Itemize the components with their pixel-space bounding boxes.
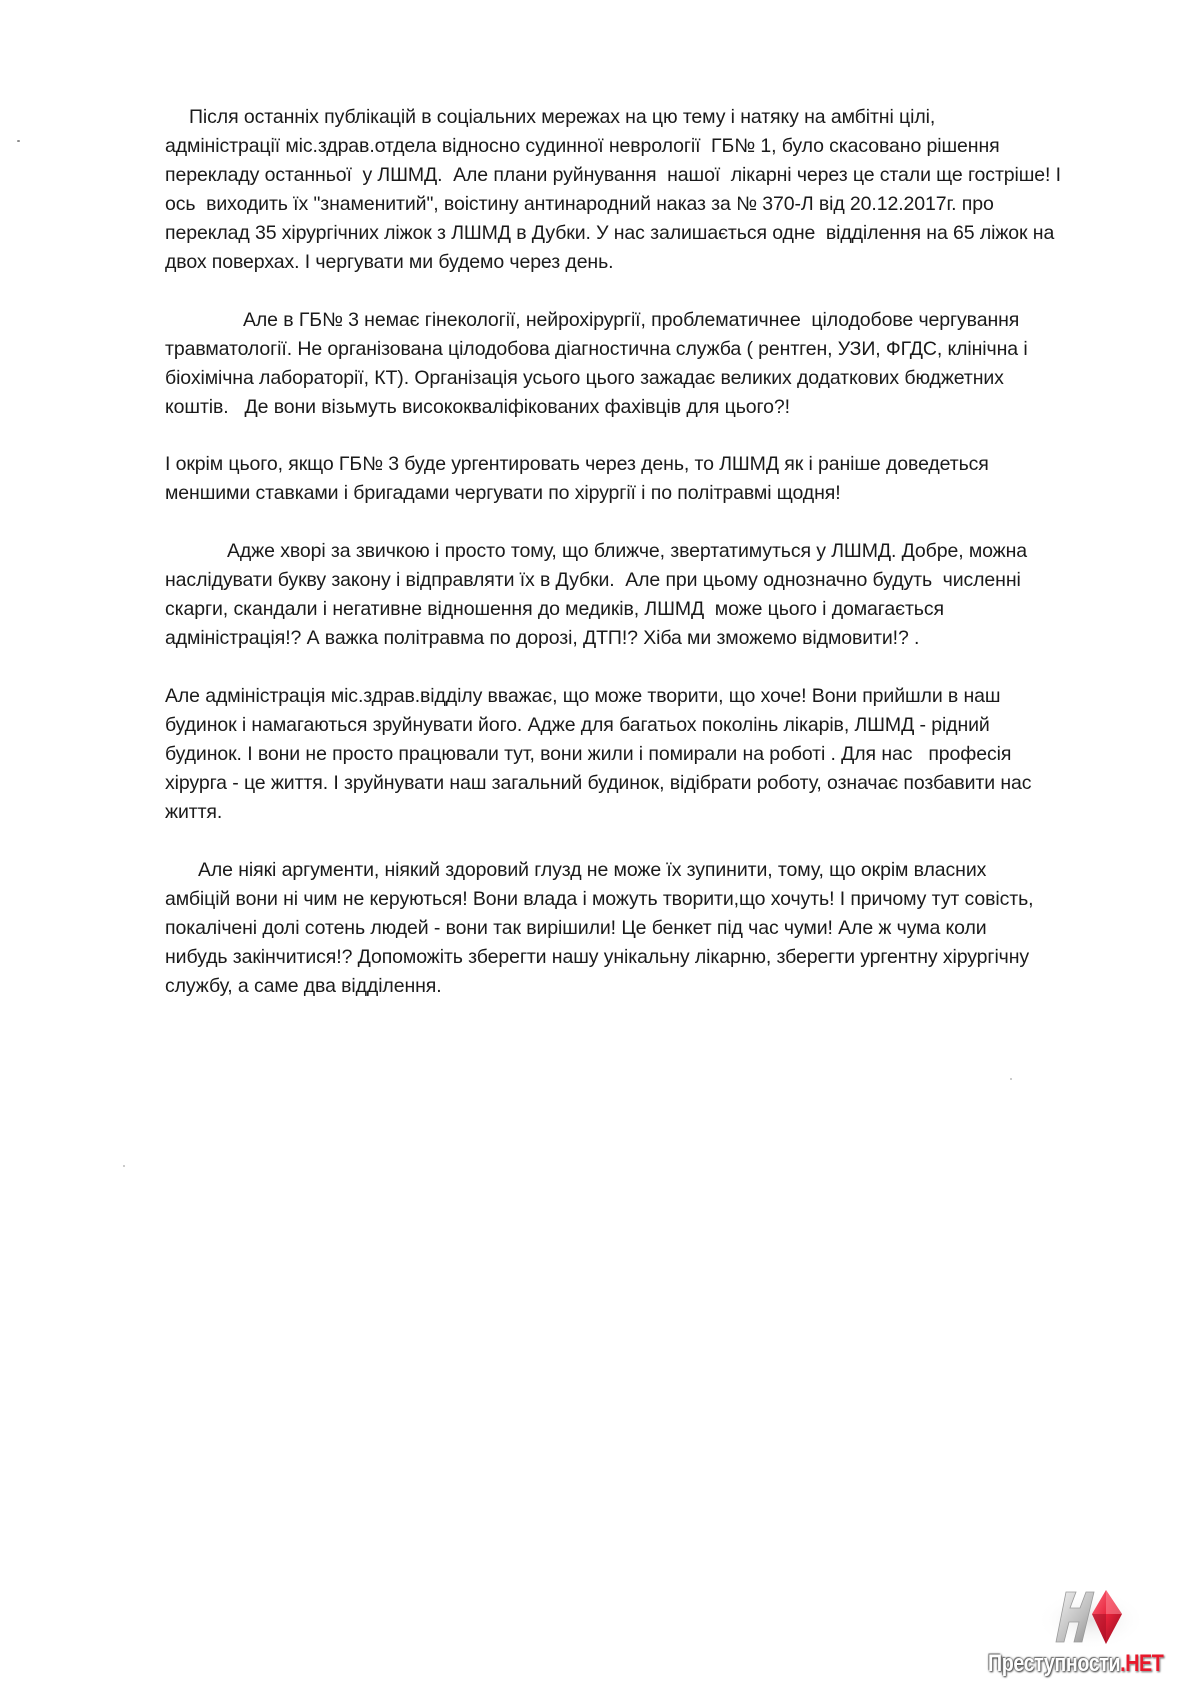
text-line: Після останніх публікацій в соціальних мережах на цю тему і натяку на амбітні цілі, [189,106,936,128]
text-line: хірурга - це життя. І зруйнувати наш загальний будинок, відібрати роботу, означає позбавити нас [165,772,1032,794]
text-line: адміністрація!? А важка політравма по дорозі, ДТП!? Хіба ми зможемо відмовити!? . [165,627,920,649]
text-line: травматології. Не організована цілодобова діагностична служба ( рентген, УЗИ, ФГДС, клінічна і [165,338,1028,360]
letter-body [165,103,1095,1001]
text-line: переклад 35 хірургічних ліжок з ЛШМД в Дубки. У нас залишається одне відділення на 65 ліжок на [165,222,1055,244]
text-line: наслідувати букву закону і відправляти їх в Дубки. Але при цьому однозначно будуть численні [165,569,1021,591]
text-line: меншими ставками і бригадами чергувати по хірургії і по політравмі щодня! [165,482,841,504]
watermark-brand-text [988,1650,1163,1678]
scan-speck [123,1165,125,1167]
paragraph-2 [165,306,1095,422]
text-line: біохімічна лабораторії, КТ). Організація усього цього зажадає великих додаткових бюджетних [165,367,1004,389]
text-line: життя. [165,801,223,823]
text-line: Але адміністрація міс.здрав.відділу вважає, що може творити, що хоче! Вони прийшли в наш [165,685,1001,707]
text-line: перекладу останньої у ЛШМД. Але плани руйнування нашої лікарні через це стали ще гостріше! І [165,164,1061,186]
text-line: нибудь закінчитися!? Допоможіть зберегти нашу унікальну лікарню, зберегти ургентну хірургічну [165,946,1030,968]
text-line: І окрім цього, якщо ГБ№ 3 буде ургентировать через день, то ЛШМД як і раніше доведеться [165,453,989,475]
text-line: коштів. Де вони візьмуть висококваліфікованих фахівців для цього?! [165,396,790,418]
text-line: Адже хворі за звичкою і просто тому, що ближче, звертатимуться у ЛШМД. Добре, можна [227,540,1028,562]
text-line: амбіцій вони ні чим не керуються! Вони влада і можуть творити,що хочуть! І причому тут совість, [165,888,1034,910]
text-line: двох поверхах. І чергувати ми будемо через день. [165,251,614,273]
text-line: Але в ГБ№ 3 немає гінекології, нейрохірургії, проблематичнее цілодобове чергування [243,309,1020,331]
paragraph-3 [165,450,1095,508]
diamond-logo-icon [1036,1588,1146,1648]
paragraph-6 [165,856,1095,1001]
text-line: службу, а саме два відділення. [165,975,442,997]
text-line: скарги, скандали і негативне відношення до медиків, ЛШМД може цього і домагається [165,598,944,620]
paragraph-5 [165,682,1095,827]
text-line: адміністрації міс.здрав.отдела відносно судинної неврології ГБ№ 1, було скасовано рішення [165,135,1000,157]
text-line: Але ніякі аргументи, ніякий здоровий глузд не може їх зупинити, тому, що окрім власних [198,859,987,881]
text-line: будинок і намагаються зруйнувати його. Адже для багатьох поколінь лікарів, ЛШМД - рідний [165,714,990,736]
text-line: ось виходить їх "знаменитий", воістину антинародний наказ за № 370-Л від 20.12.2017г. про [165,193,994,215]
scan-speck [1010,1078,1012,1080]
scan-speck [17,140,20,142]
text-line: будинок. І вони не просто працювали тут, вони жили і помирали на роботі . Для нас професія [165,743,1012,765]
paragraph-4 [165,537,1095,653]
brand-suffix: .НЕТ [1120,1650,1164,1677]
site-watermark [968,1588,1200,1696]
text-line: покалічені долі сотень людей - вони так вирішили! Це бенкет під час чуми! Але ж чума коли [165,917,987,939]
brand-main: Преступности [988,1650,1121,1677]
paragraph-1 [165,103,1095,277]
